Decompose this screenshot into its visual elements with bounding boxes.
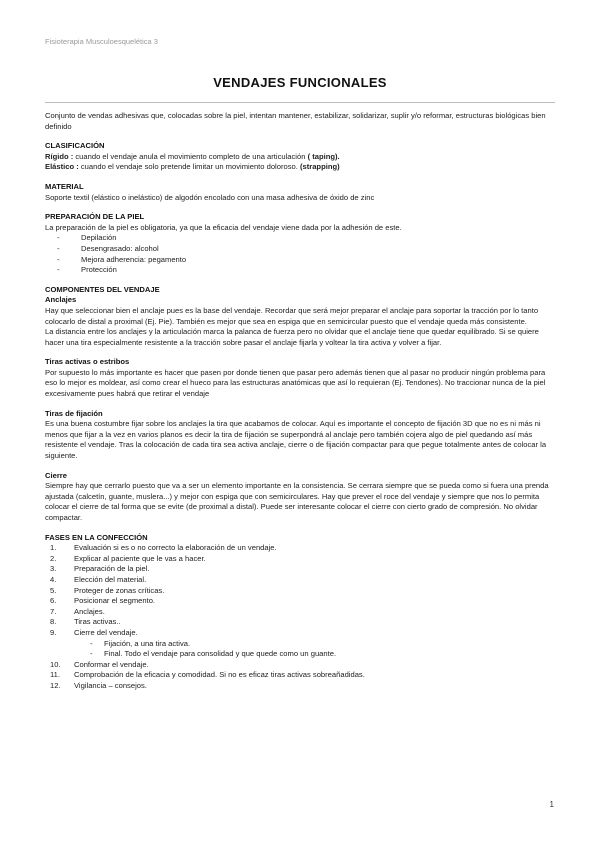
step-number: 9.	[50, 627, 57, 637]
page-header: Fisioterapia Musculoesquelética 3	[45, 37, 158, 46]
sub-list	[74, 639, 557, 660]
tiras-activas-text: Por supuesto lo más importante es hacer que pasen por donde tienen que pasar pero además tienen que al pasar no producir ningún problema para eso lo mejor es moldear, así como crear el hueco para las estructuras anatómicas que así lo requieran (Ej. Tendones). No traccionar nunca de la piel excesivamente pues habrá que retirar el vendaje	[45, 367, 546, 399]
anclajes-paragraph-2: La distancia entre los anclajes y la articulación marca la palanca de fuerza pero no olvidar que el anclaje tiene que quedar equilibrado. Si se quiere hacer una tira especialmente resistente a la tracción sobre pasar el anclaje fijarla y voltear la tira activa y volver a fijar.	[45, 327, 539, 347]
list-item	[50, 681, 557, 692]
elastico-text: cuando el vendaje solo pretende limitar un movimiento doloroso.	[78, 162, 298, 172]
step-number: 4.	[50, 574, 57, 584]
elastico-label: Elástico :	[45, 162, 79, 172]
list-item	[50, 575, 557, 586]
list-item	[50, 607, 557, 618]
list-item	[50, 670, 557, 681]
list-item	[50, 586, 557, 597]
step-number: 10.	[50, 659, 61, 669]
list-item: - Depilación	[57, 233, 557, 244]
step-number: 1.	[50, 543, 57, 553]
list-item: - Mejora adherencia: pegamento	[57, 255, 557, 266]
anclajes-paragraph-1: Hay que seleccionar bien el anclaje pues es la base del vendaje. Recordar que será mejor preparar el anclaje para soportar la tracción por lo tanto colocarlo de distal a proximal (Ej. Pie). También es mejor que sea en espiga que en semicircular puesto que el vendaje queda más consistente.	[45, 305, 539, 326]
step-number: 7.	[50, 606, 57, 616]
step-text: Explicar al paciente que le vas a hacer.	[74, 553, 206, 563]
rigido-label: Rígido :	[45, 151, 74, 161]
step-text: Anclajes.	[74, 606, 105, 616]
elastico-tag: (strapping)	[297, 162, 340, 172]
rigido-tag: ( taping).	[305, 151, 340, 161]
list-item	[50, 564, 557, 575]
cierre-heading: Cierre	[45, 470, 67, 480]
cierre-text: Siempre hay que cerrarlo puesto que va a ser un elemento importante en la consistencia. Se cerrara siempre que se pueda como si fuera una prenda ajustada (calcetín, guante, muslera...) y mejor con espiga que con semicirculares. Hay que prever el roce del vendaje y siempre que nos lo permita colocar el cierre de tal forma que se evite (de proximal a distal). Puede ser interesante colocar el cierre con cierto grado de compresión. No olvidar compactar.	[45, 481, 549, 522]
step-number: 8.	[50, 617, 57, 627]
page-number: 1	[549, 800, 554, 809]
material-text: Soporte textil (elástico o inelástico) de algodón encolado con una masa adhesiva de óxido de zinc	[45, 192, 375, 202]
intro-paragraph: Conjunto de vendas adhesivas que, colocadas sobre la piel, intentan mantener, estabilizar, solidarizar, suplir y/o reformar, estructuras biológicas bien definido	[45, 111, 546, 131]
tiras-activas-heading: Tiras activas o estribos	[45, 357, 130, 367]
step-number: 12.	[50, 680, 61, 690]
step-text: Conformar el vendaje.	[74, 659, 149, 669]
material-heading: MATERIAL	[45, 181, 84, 191]
sub-list-item: - Final. Todo el vendaje para consolidad y que quede como un guante.	[90, 649, 557, 660]
list-item	[50, 628, 557, 660]
anclajes-heading: Anclajes	[45, 295, 77, 305]
step-text: Vigilancia – consejos.	[74, 680, 147, 690]
preparacion-list	[45, 233, 557, 275]
sub-list-item: - Fijación, a una tira activa.	[90, 639, 557, 650]
step-number: 6.	[50, 596, 57, 606]
step-text: Proteger de zonas críticas.	[74, 585, 165, 595]
list-item	[50, 596, 557, 607]
step-number: 11.	[50, 670, 60, 680]
title-divider	[45, 102, 555, 103]
list-item	[50, 660, 557, 671]
step-text: Preparación de la piel.	[74, 564, 150, 574]
list-item	[50, 617, 557, 628]
step-text: Posicionar el segmento.	[74, 596, 156, 606]
step-text: Comprobación de la eficacia y comodidad. Si no es eficaz tiras activas sobreañadidas.	[74, 670, 365, 680]
document-body	[45, 111, 557, 692]
componentes-heading: COMPONENTES DEL VENDAJE	[45, 284, 160, 294]
step-text: Cierre del vendaje.	[74, 627, 138, 637]
step-number: 2.	[50, 553, 57, 563]
step-number: 5.	[50, 585, 57, 595]
clasificacion-heading: CLASIFICACIÓN	[45, 141, 105, 151]
list-item: - Desengrasado: alcohol	[57, 244, 557, 255]
tiras-fijacion-heading: Tiras de fijación	[45, 408, 103, 418]
tiras-fijacion-text: Es una buena costumbre fijar sobre los anclajes la tira que acabamos de colocar. Aquí es importante el concepto de fijación 3D que no es ni más ni menos que fijar a la vez en varios planos es decir la tira de fijación se superpondrá al anclaje pero también cojera algo de piel quedando así más resistente el vendaje. Tras la colocación de cada tira sea activa anclaje, cierre o de fijación compactar para que pegue totalmente antes de colocar la siguiente.	[45, 419, 547, 461]
preparacion-text: La preparación de la piel es obligatoria, ya que la eficacia del vendaje viene dada por la adhesión de este.	[45, 222, 402, 232]
rigido-text: cuando el vendaje anula el movimiento completo de una articulación	[73, 151, 306, 161]
step-number: 3.	[50, 564, 57, 574]
list-item	[50, 554, 557, 565]
clasificacion-rigido	[45, 152, 557, 163]
fases-heading: FASES EN LA CONFECCIÓN	[45, 532, 148, 542]
list-item: - Protección	[57, 265, 557, 276]
step-text: Evaluación si es o no correcto la elaboración de un vendaje.	[74, 543, 277, 553]
step-text: Tiras activas..	[74, 617, 121, 627]
step-text: Elección del material.	[74, 574, 147, 584]
fases-list	[45, 543, 557, 691]
clasificacion-elastico	[45, 162, 557, 173]
page-title: VENDAJES FUNCIONALES	[213, 75, 387, 90]
preparacion-heading: PREPARACIÓN DE LA PIEL	[45, 212, 145, 222]
list-item	[50, 543, 557, 554]
